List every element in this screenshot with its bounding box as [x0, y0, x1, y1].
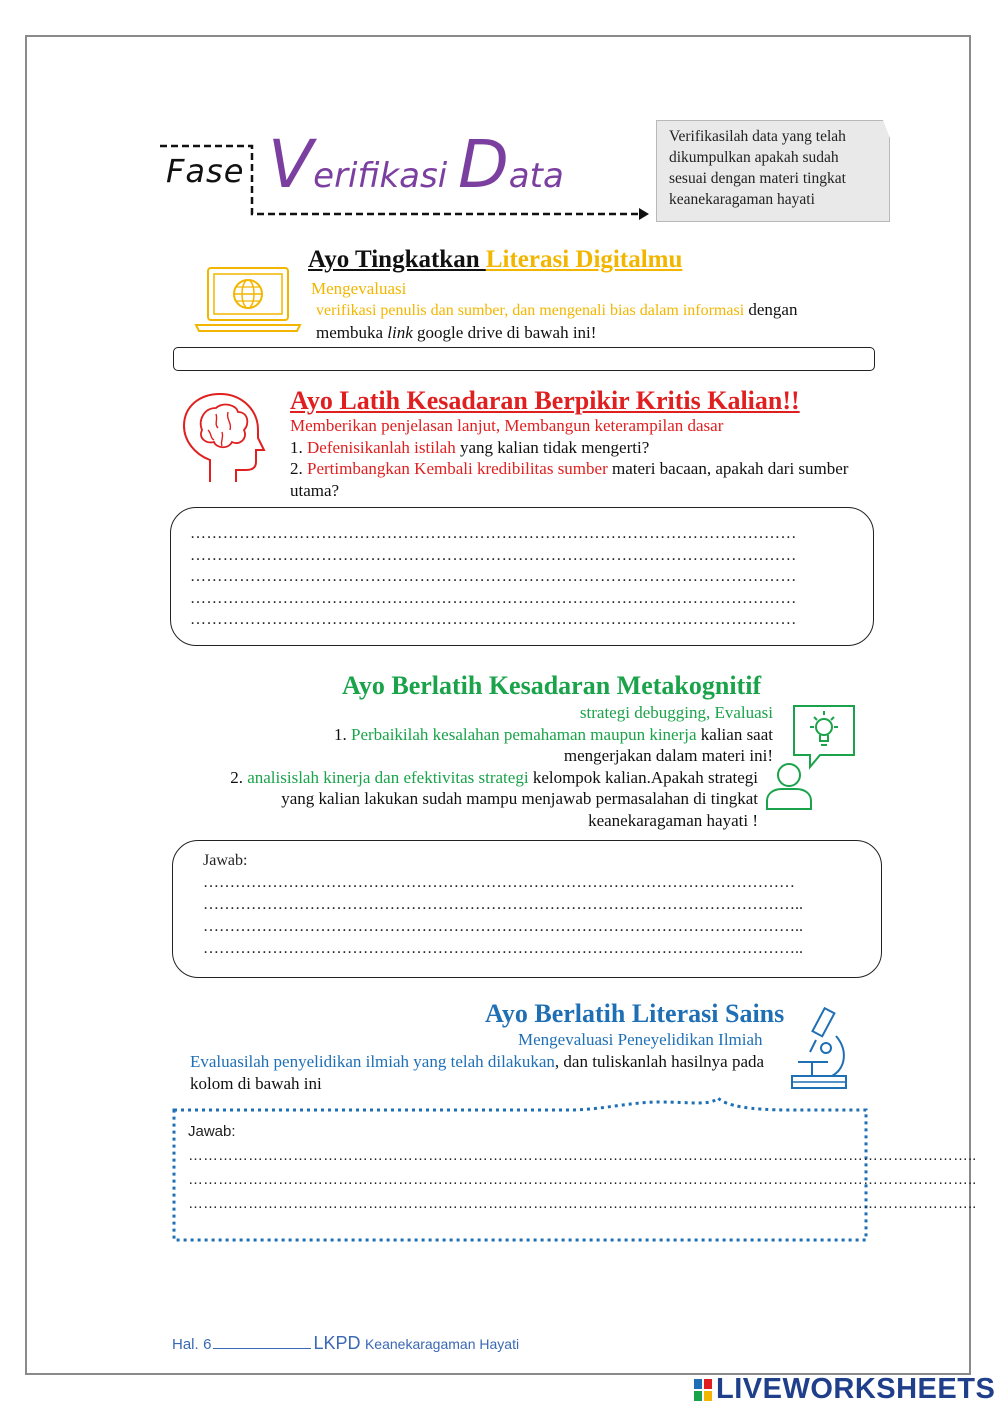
metakognitif-answer-lines[interactable]: Jawab: ………………………………………………………………………………………………… ………………………………………………………………………………………………….. ………………………………………………………………………………………………….. ………………………………………………………………………………………………….. [203, 850, 863, 960]
literasi-sains-subtitle: Mengevaluasi Peneyelidikan Ilmiah [518, 1030, 763, 1049]
idea-person-icon [762, 703, 860, 813]
head-brain-icon [180, 390, 266, 490]
berpikir-kritis-instructions [290, 415, 860, 501]
liveworksheets-logo-icon [694, 1379, 712, 1401]
fase-label: Fase [166, 152, 245, 190]
literasi-digital-instruction: verifikasi penulis dan sumber, dan mengenali bias dalam informasi dengan membuka link google drive di bawah ini! [316, 300, 798, 342]
liveworksheets-watermark: LIVEWORKSHEETS [694, 1373, 995, 1406]
footer-divider [213, 1348, 311, 1349]
instruction-note-text: Verifikasilah data yang telah dikumpulkan apakah sudah sesuai dengan materi tingkat keanekaragaman hayati [669, 128, 846, 208]
berpikir-kritis-item-2: 2. Pertimbangkan Kembali kredibilitas sumber materi bacaan, apakah dari sumber utama? [290, 459, 849, 500]
footer-hal-label: Hal. [172, 1336, 199, 1353]
literasi-digital-title: Ayo Tingkatkan Literasi Digitalmu [308, 246, 683, 273]
metakognitif-instructions [200, 702, 773, 831]
metakognitif-title: Ayo Berlatih Kesadaran Metakognitif [342, 671, 762, 700]
berpikir-kritis-answer-lines[interactable]: ………………………………………………………………………………………………… ………………………………………………………………………………………………… ………………………………………………………………………………………………… ………………………………………………………………………………………………… ………………………………………………………………………………………………… [190, 525, 797, 628]
metakognitif-item-2: 2. analisislah kinerja dan efektivitas strategi kelompok kalian.Apakah strategi yang kalian lakukan sudah mampu menjawab permasalahan di tingkat keanekaragaman hayati ! [230, 767, 758, 830]
berpikir-kritis-title: Ayo Latih Kesadaran Berpikir Kritis Kalian!! [290, 386, 800, 415]
footer-page-number: 6 [203, 1336, 212, 1353]
footer-topic: Keanekaragaman Hayati [364, 1336, 520, 1352]
berpikir-kritis-subtitle: Memberikan penjelasan lanjut, Membangun keterampilan dasar [290, 416, 724, 435]
literasi-sains-title: Ayo Berlatih Literasi Sains [485, 999, 785, 1028]
page-title: Verifikasi Data [268, 126, 564, 203]
berpikir-kritis-item-1: 1. Defenisikanlah istilah yang kalian tidak mengerti? [290, 437, 650, 457]
literasi-sains-instruction: Evaluasilah penyelidikan ilmiah yang telah dilakukan, dan tuliskanlah hasilnya pada kolom di bawah ini [190, 1052, 765, 1093]
drive-link-input[interactable] [173, 347, 875, 371]
microscope-icon [788, 1006, 850, 1092]
page-footer [172, 1333, 519, 1354]
metakognitif-answer-label: Jawab: [203, 852, 248, 869]
metakognitif-subtitle: strategi debugging, Evaluasi [579, 703, 773, 722]
literasi-sains-answer-label: Jawab: [188, 1123, 236, 1140]
metakognitif-item-1: 1. Perbaikilah kesalahan pemahaman maupun kinerja kalian saat mengerjakan dalam materi ini! [333, 724, 773, 765]
footer-lkpd-label: LKPD [313, 1333, 361, 1353]
literasi-sains-answer-lines[interactable]: Jawab: ………………………………………………………………………………………………………………………………………….. ………………………………………………………………………………………………………………………………………….. ………………………………………………………………………………………………………………………………………….. [188, 1120, 850, 1216]
laptop-globe-icon [194, 265, 304, 335]
literasi-digital-subtitle: Mengevaluasi [311, 279, 407, 298]
